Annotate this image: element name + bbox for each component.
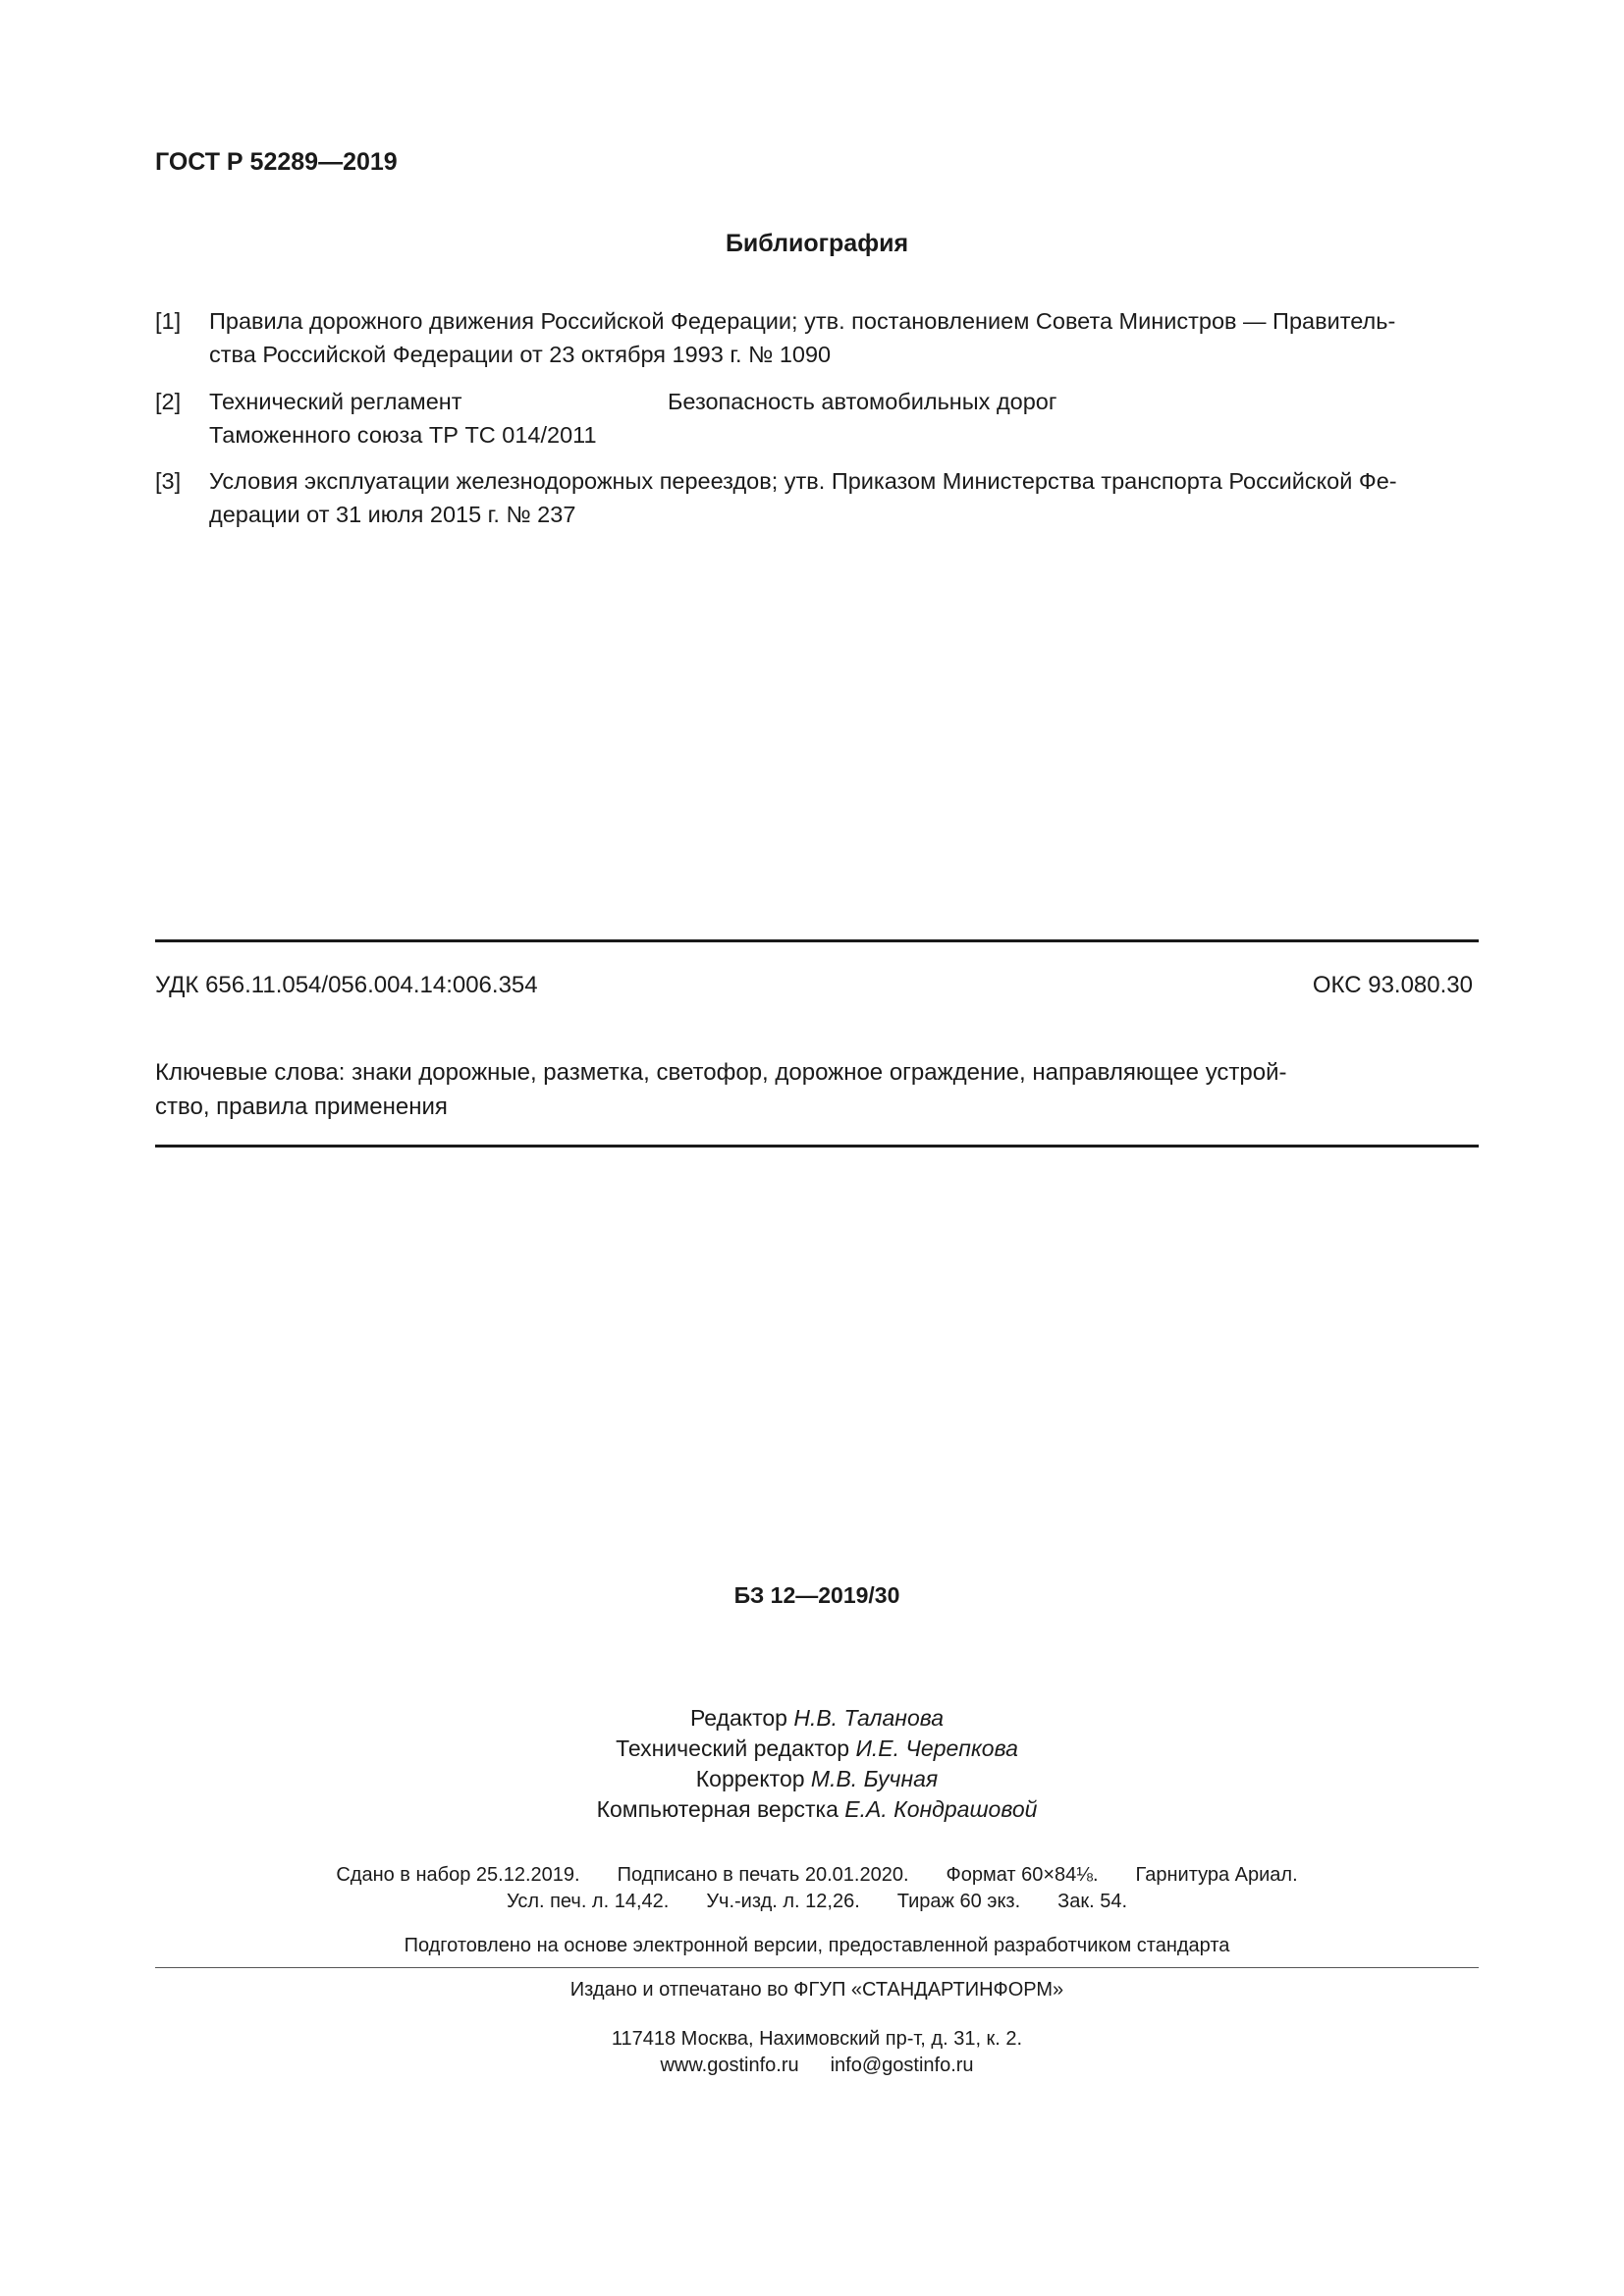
reference-document-name [209, 385, 661, 452]
reference-document-title: Безопасность автомобильных дорог [668, 389, 1057, 414]
print-details-row: Сдано в набор 25.12.2019. Подписано в печать 20.01.2020. Формат 60×84⅛. Гарнитура Ариал. [336, 1864, 1298, 1886]
bibliography-item [155, 385, 1479, 454]
reference-number: [1] [155, 308, 182, 334]
reference-line: Таможенного союза ТР ТС 014/2011 [209, 422, 597, 448]
website-link[interactable]: www.gostinfo.ru [660, 2055, 799, 2076]
prepared-note: Подготовлено на основе электронной версии, предоставленной разработчиком стандарта [404, 1935, 1230, 1956]
standard-code: ГОСТ Р 52289—2019 [155, 148, 398, 176]
staff-list [155, 1703, 1479, 1825]
reference-number: [3] [155, 468, 182, 494]
publisher: Издано и отпечатано во ФГУП «СТАНДАРТИНФОРМ» [569, 1979, 1064, 2001]
staff-editor: Редактор Н.В. Таланова [689, 1705, 945, 1731]
bibliography-item [155, 304, 1479, 373]
reference-line: Технический регламент [209, 389, 462, 414]
contacts [155, 2053, 1479, 2079]
publisher-address [155, 2026, 1479, 2079]
staff-proofreader: Корректор М.В. Бучная [695, 1766, 939, 1791]
print-details-row: Усл. печ. л. 14,42. Уч.-изд. л. 12,26. Тираж 60 экз. Зак. 54. [506, 1891, 1128, 1912]
divider-imprint [155, 1967, 1479, 1968]
divider-top [155, 939, 1479, 942]
staff-layout: Компьютерная верстка Е.А. Кондрашовой [596, 1796, 1038, 1822]
reference-text [209, 304, 1479, 371]
staff-technical-editor: Технический редактор И.Е. Черепкова [616, 1735, 1018, 1761]
keywords [155, 1055, 1479, 1124]
divider-bottom [155, 1145, 1479, 1148]
address-line: 117418 Москва, Нахимовский пр-т, д. 31, к. 2. [611, 2028, 1023, 2050]
reference-line: дерации от 31 июля 2015 г. № 237 [209, 502, 576, 527]
reference-line: Правила дорожного движения Российской Федерации; утв. постановлением Совета Министров — Правитель- [209, 308, 1396, 334]
bibliography-title: Библиография [725, 230, 909, 257]
bibliography-item [155, 464, 1479, 533]
oks-code: ОКС 93.080.30 [1312, 972, 1473, 998]
reference-line: Условия эксплуатации железнодорожных переездов; утв. Приказом Министерства транспорта Российской Фе- [209, 468, 1397, 494]
bz-number: БЗ 12—2019/30 [733, 1582, 900, 1608]
keywords-line: Ключевые слова: знаки дорожные, разметка, светофор, дорожное ограждение, направляющее устрой- [155, 1059, 1287, 1086]
keywords-line: ство, правила применения [155, 1094, 448, 1120]
reference-number: [2] [155, 389, 182, 414]
print-details [155, 1862, 1479, 1915]
reference-line: ства Российской Федерации от 23 октября 1993 г. № 1090 [209, 342, 832, 367]
udk-code: УДК 656.11.054/056.004.14:006.354 [155, 972, 538, 998]
email-link[interactable]: info@gostinfo.ru [830, 2055, 974, 2076]
reference-text [209, 464, 1479, 531]
